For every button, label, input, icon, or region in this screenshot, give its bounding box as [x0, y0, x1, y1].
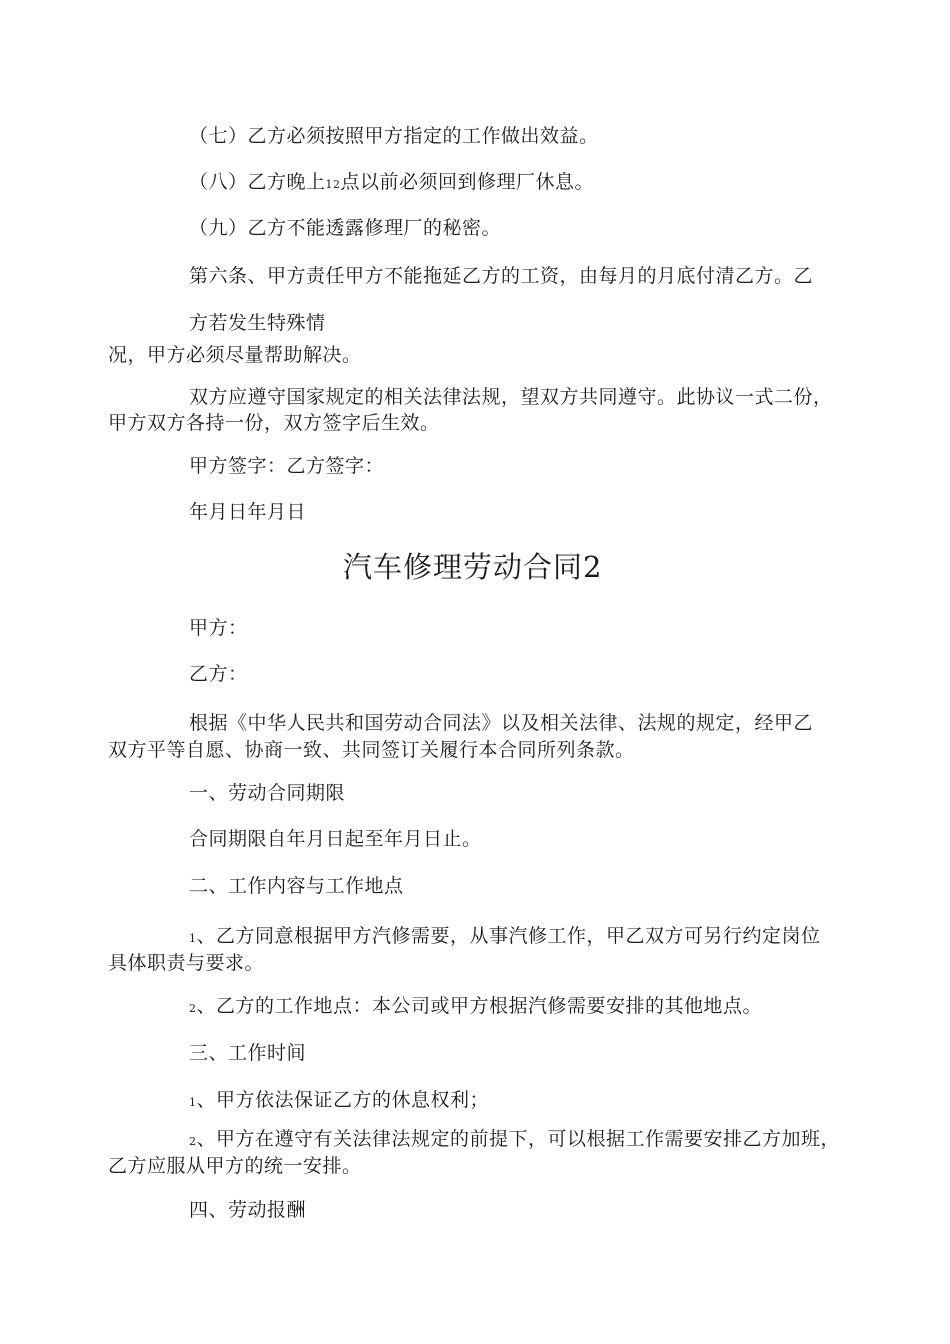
- section-2-item-1-line-2: 具体职责与要求。: [108, 952, 265, 974]
- section-3-item-1: [189, 1088, 489, 1115]
- section-3-item-2-line-1: [189, 1127, 840, 1154]
- signature-line: 甲方签字：乙方签字：: [189, 455, 385, 477]
- party-b-label: 乙方：: [189, 663, 248, 685]
- section-3-item-2-number: 2: [189, 1135, 197, 1148]
- clause-8-text-b: 点以前必须回到修理厂休息。: [340, 171, 595, 193]
- clause-8: [189, 170, 594, 197]
- section-4-heading: 四、劳动报酬: [189, 1199, 307, 1221]
- section-3-heading: 三、工作时间: [189, 1042, 307, 1064]
- section-2-heading: 二、工作内容与工作地点: [189, 875, 404, 897]
- date-line: 年月日年月日: [189, 501, 307, 523]
- preamble-line-2: 双方平等自愿、协商一致、共同签订关履行本合同所列条款。: [108, 739, 635, 761]
- closing-line-2: 甲方双方各持一份，双方签字后生效。: [108, 412, 440, 434]
- section-2-item-2-text: 、乙方的工作地点：本公司或甲方根据汽修需要安排的其他地点。: [196, 995, 763, 1017]
- clause-7: （七）乙方必须按照甲方指定的工作做出效益。: [189, 125, 599, 147]
- section-2-item-2: [189, 994, 762, 1021]
- section-2-item-1-line-1: [189, 924, 821, 951]
- clause-9: （九）乙方不能透露修理厂的秘密。: [189, 217, 502, 239]
- section-3-item-2-line-2: 乙方应服从甲方的统一安排。: [108, 1155, 362, 1177]
- section-3-item-1-text: 、甲方依法保证乙方的休息权利；: [196, 1089, 490, 1111]
- closing-line-1: 双方应遵守国家规定的相关法律法规，望双方共同遵守。此协议一式二份，: [189, 386, 833, 408]
- section-2-item-1-text: 、乙方同意根据甲方汽修需要，从事汽修工作，甲乙双方可另行约定岗位: [196, 925, 821, 947]
- article-6-line-3: 况，甲方必须尽量帮助解决。: [108, 344, 362, 366]
- section-3-item-2-text: 、甲方在遵守有关法律法规定的前提下，可以根据工作需要安排乙方加班，: [196, 1128, 841, 1150]
- preamble-line-1: 根据《中华人民共和国劳动合同法》以及相关法律、法规的规定，经甲乙: [189, 712, 814, 734]
- section-3-item-1-number: 1: [189, 1096, 197, 1109]
- section-2-item-1-number: 1: [189, 932, 197, 945]
- section-2-item-2-number: 2: [189, 1002, 197, 1015]
- clause-8-text-a: （八）乙方晚上: [189, 171, 326, 193]
- section-1-heading: 一、劳动合同期限: [189, 782, 346, 804]
- clause-8-number: 12: [325, 178, 341, 191]
- article-6-line-1: 第六条、甲方责任甲方不能拖延乙方的工资，由每月的月底付清乙方。乙: [189, 265, 814, 287]
- article-6-line-2: 方若发生特殊情: [189, 312, 326, 334]
- section-1-text: 合同期限自年月日起至年月日止。: [189, 828, 482, 850]
- party-a-label: 甲方：: [189, 617, 248, 639]
- contract-title: 汽车修理劳动合同2: [343, 550, 603, 584]
